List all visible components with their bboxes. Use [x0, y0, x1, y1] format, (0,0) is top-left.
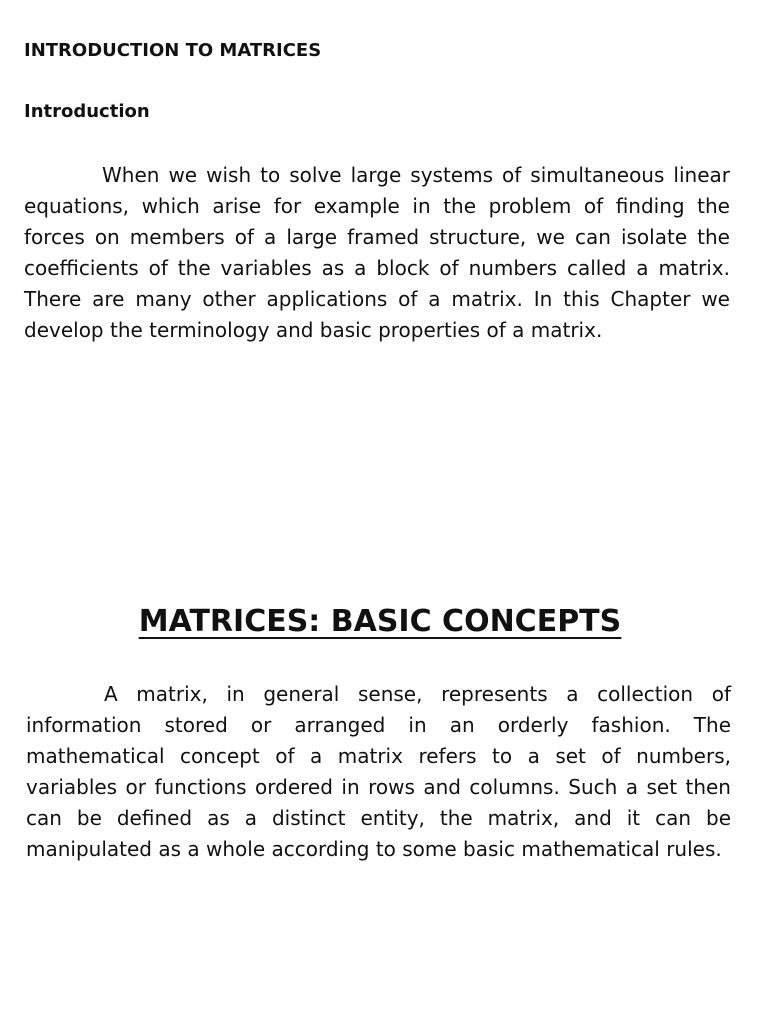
basic-concepts-heading: MATRICES: BASIC CONCEPTS [138, 604, 622, 639]
introduction-heading: Introduction [24, 101, 150, 122]
basic-concepts-paragraph: A matrix, in general sense, represents a collection of information stored or arranged in an orderly fashion. The mathematical concept of a matrix refers to a set of numbers, variables or functions ordered in rows and columns. Such a set then can be defined as a distinct entity, the matrix, and it can be manipulated as a whole according to some basic mathematical rules. [26, 682, 731, 861]
document-title: INTRODUCTION TO MATRICES [24, 40, 322, 61]
introduction-paragraph: When we wish to solve large systems of simultaneous linear equations, which arise for example in the problem of finding the forces on members of a large framed structure, we can isolate the coefficients of the variables as a block of numbers called a matrix. There are many other applications of a matrix. In this Chapter we develop the terminology and basic properties of a matrix. [24, 163, 730, 342]
